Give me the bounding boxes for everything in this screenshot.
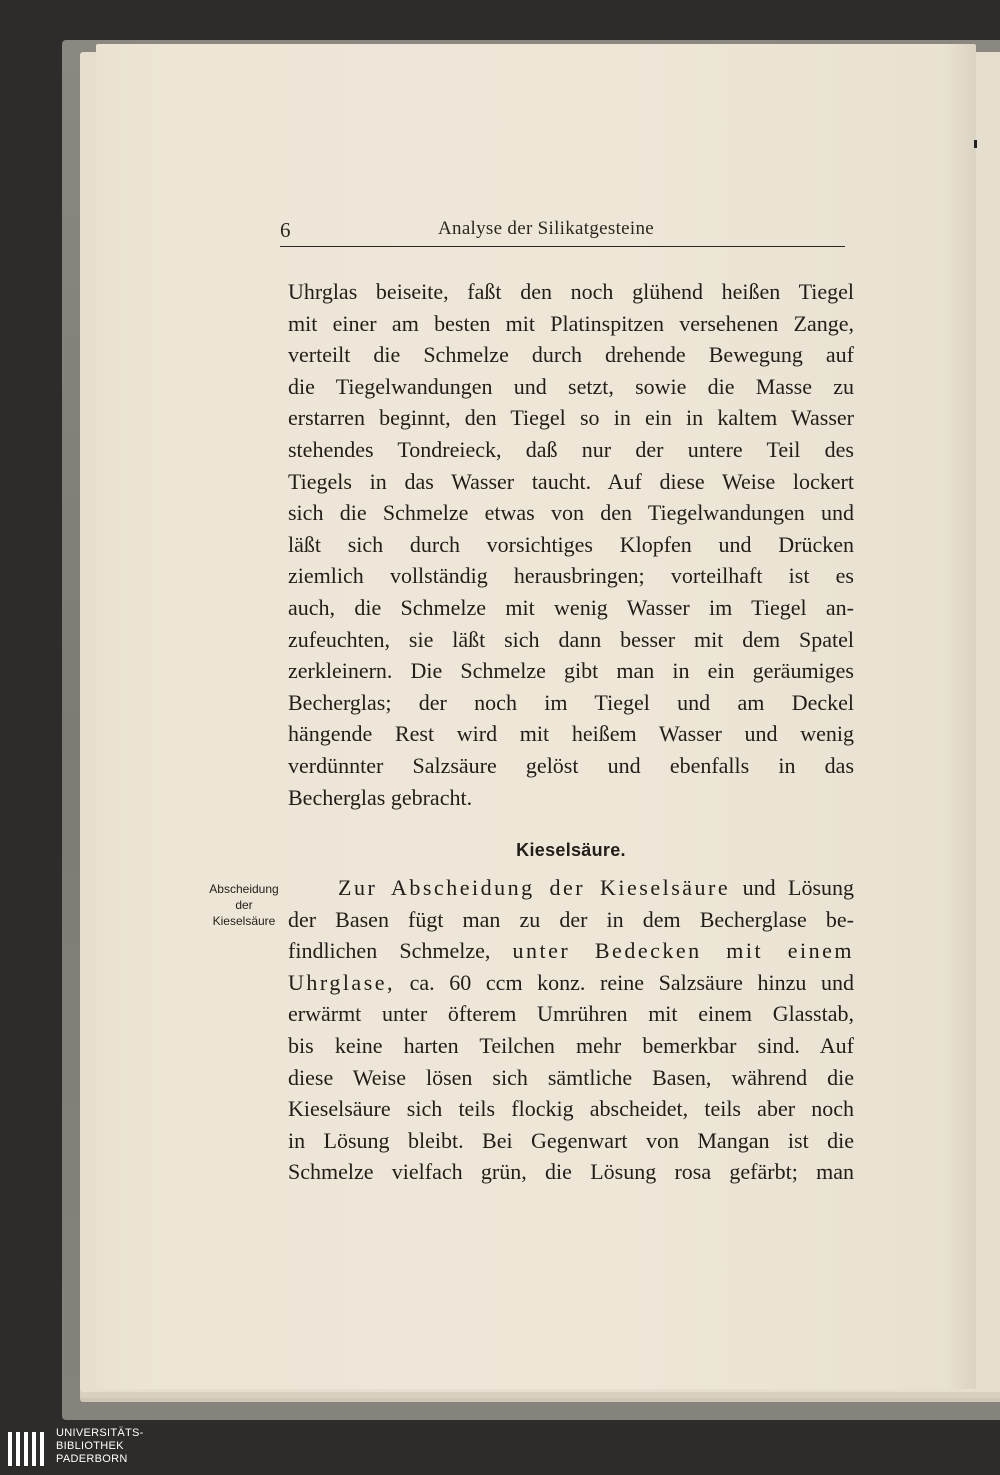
margin-note xyxy=(196,881,292,929)
text-line: sich die Schmelze etwas von den Tiegelwandungen und xyxy=(288,500,854,526)
text-fragment: und Lösung xyxy=(742,875,855,900)
text-line xyxy=(288,872,854,904)
text-line: erwärmt unter öfterem Umrühren mit einem Glasstab, xyxy=(288,1001,854,1027)
text-line: mit einer am besten mit Platinspitzen versehenen Zange, xyxy=(288,310,854,336)
paragraph-2 xyxy=(288,872,854,1188)
text-line: in Lösung bleibt. Bei Gegenwart von Mangan ist die xyxy=(288,1127,854,1153)
library-logo xyxy=(0,1420,200,1475)
text-line: erstarren beginnt, den Tiegel so in ein in kaltem Wasser xyxy=(288,405,854,431)
text-line: läßt sich durch vorsichtiges Klopfen und Drücken xyxy=(288,531,854,557)
library-logo-icon xyxy=(6,1430,50,1470)
text-line: ziemlich vollständig herausbringen; vorteilhaft ist es xyxy=(288,563,854,589)
library-name-line: PADERBORN xyxy=(56,1453,128,1465)
section-heading: Kieselsäure. xyxy=(516,840,626,860)
text-line xyxy=(288,967,854,999)
text-line: die Tiegelwandungen und setzt, sowie die Masse zu xyxy=(288,373,854,399)
margin-note-line: der xyxy=(235,898,253,912)
text-line: verdünnter Salzsäure gelöst und ebenfalls in das xyxy=(288,752,854,778)
text-line: Kieselsäure sich teils flockig abscheidet, teils aber noch xyxy=(288,1096,854,1122)
text-line: hängende Rest wird mit heißem Wasser und wenig xyxy=(288,721,854,747)
spaced-emphasis: Uhrglase, xyxy=(288,969,396,995)
text-line: Schmelze vielfach grün, die Lösung rosa gefärbt; man xyxy=(288,1159,854,1185)
text-line: Uhrglas beiseite, faßt den noch glühend heißen Tiegel xyxy=(288,279,854,304)
paragraph-1 xyxy=(288,276,854,813)
text-line: stehendes Tondreieck, daß nur der untere Teil des xyxy=(288,436,854,462)
text-line: Becherglas gebracht. xyxy=(288,784,473,810)
text-line: Tiegels in das Wasser taucht. Auf diese Weise lockert xyxy=(288,468,854,494)
page-number: 6 xyxy=(280,218,291,242)
library-name-line: UNIVERSITÄTS- xyxy=(56,1427,144,1439)
text-line: bis keine harten Teilchen mehr bemerkbar sind. Auf xyxy=(288,1032,854,1058)
running-title: Analyse der Silikatgesteine xyxy=(438,218,654,239)
library-name-line: BIBLIOTHEK xyxy=(56,1440,124,1452)
text-line: diese Weise lösen sich sämtliche Basen, während die xyxy=(288,1064,854,1090)
library-name xyxy=(56,1427,144,1466)
text-fragment: ca. 60 ccm konz. reine Salzsäure hinzu und xyxy=(409,969,855,995)
text-line: zufeuchten, sie läßt sich dann besser mit dem Spatel xyxy=(288,626,854,652)
text-fragment: findlichen Schmelze, xyxy=(288,938,491,964)
running-head xyxy=(280,218,845,247)
text-line: Becherglas; der noch im Tiegel und am Deckel xyxy=(288,689,854,715)
spaced-emphasis: unter Bedecken mit einem xyxy=(512,938,855,964)
page-gutter-shadow xyxy=(946,44,976,1389)
text-line: auch, die Schmelze mit wenig Wasser im Tiegel an- xyxy=(288,594,854,620)
spaced-emphasis: Zur Abscheidung der Kieselsäure xyxy=(338,875,731,900)
text-line: zerkleinern. Die Schmelze gibt man in ein geräumiges xyxy=(288,658,854,684)
margin-note-line: Abscheidung xyxy=(209,882,279,896)
text-line: der Basen fügt man zu der in dem Becherglase be- xyxy=(288,906,854,932)
margin-note-line: Kieselsäure xyxy=(212,914,276,928)
text-line xyxy=(288,935,854,967)
text-line: verteilt die Schmelze durch drehende Bewegung auf xyxy=(288,342,854,368)
spine-mark xyxy=(974,140,977,148)
